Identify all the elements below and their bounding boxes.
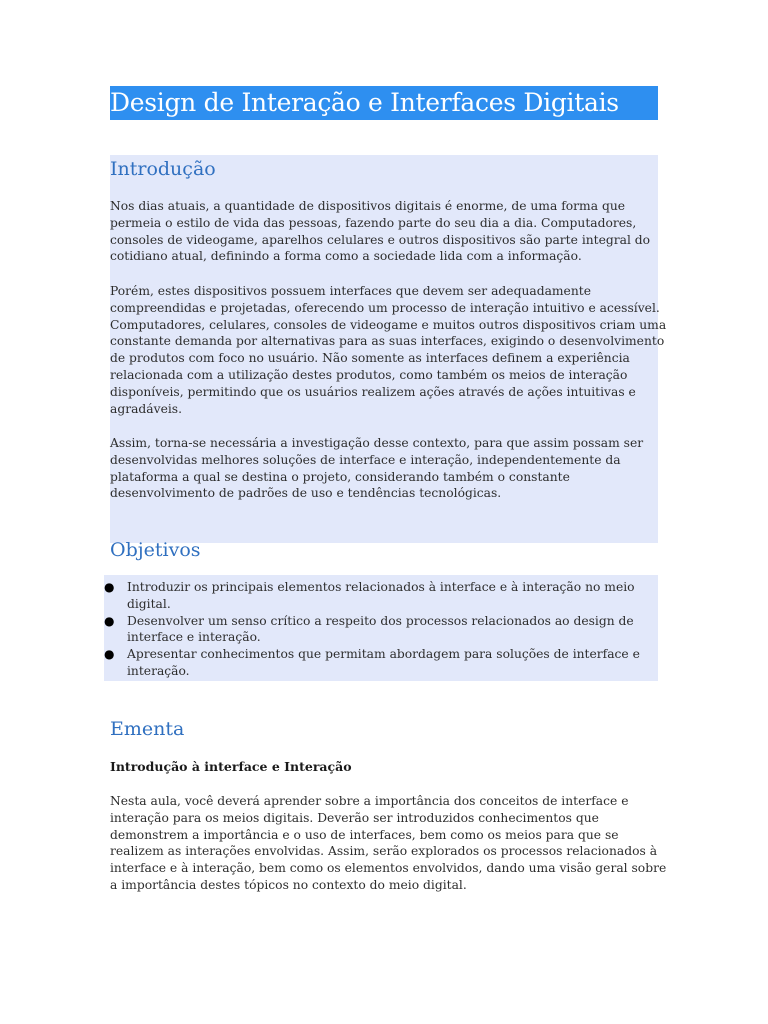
intro-paragraph-1-text: Nos dias atuais, a quantidade de dispositivos digitais é enorme, de uma forma que permeia o estilo de vida das pessoas, fazendo parte do seu dia a dia. Computadores, consoles de videogame, aparelhos celulares e outros dispositivos são parte integral do cotidiano atual, definindo a forma como a sociedade lida com a informação. xyxy=(110,199,651,264)
intro-paragraph-3-text: Assim, torna-se necessária a investigação desse contexto, para que assim possam ser desenvolvidas melhores soluções de interface e interação, independentemente da plataforma a qual se destina o projeto, considerando também o constante desenvolvimento de padrões de uso e tendências tecnológicas. xyxy=(110,436,644,501)
objective-text: Introduzir os principais elementos relacionados à interface e à interação no meio digital. xyxy=(127,580,635,611)
intro-paragraph-1 xyxy=(110,198,670,265)
ementa-paragraph xyxy=(110,793,670,894)
list-item xyxy=(104,613,658,647)
ementa-paragraph-text: Nesta aula, você deverá aprender sobre a importância dos conceitos de interface e interação para os meios digitais. Deverão ser introduzidos conhecimentos que demonstrem a importância e o uso de interfaces, bem como os meios para que se realizem as interações envolvidas. Assim, serão explorados os processos relacionados à interface e à interação, bem como os elementos envolvidos, dando uma visão geral sobre a importância destes tópicos no contexto do meio digital. xyxy=(110,794,667,892)
bullet-icon: ● xyxy=(104,580,115,594)
document-title: Design de Interação e Interfaces Digitais xyxy=(110,88,619,117)
intro-heading: Introdução xyxy=(110,158,216,180)
ementa-heading: Ementa xyxy=(110,718,185,740)
list-item xyxy=(104,646,658,680)
intro-paragraph-2 xyxy=(110,283,670,417)
bullet-icon: ● xyxy=(104,647,115,662)
bullet-icon: ● xyxy=(104,613,115,628)
objectives-list xyxy=(104,579,658,680)
list-item xyxy=(104,579,658,613)
intro-paragraph-3 xyxy=(110,435,670,502)
objective-text: Apresentar conhecimentos que permitam abordagem para soluções de interface e interação. xyxy=(127,647,640,678)
objectives-heading: Objetivos xyxy=(110,539,201,561)
intro-paragraph-2-text: Porém, estes dispositivos possuem interfaces que devem ser adequadamente compreendidas e projetadas, oferecendo um processo de interação intuitivo e acessível. Computadores, celulares, consoles de videogame e muitos outros dispositivos criam uma constante demanda por alternativas para as suas interfaces, exigindo o desenvolvimento de produtos com foco no usuário. Não somente as interfaces definem a experiência relacionada com a utilização destes produtos, como também os meios de interação disponíveis, permitindo que os usuários realizem ações através de ações intuitivas e agradáveis. xyxy=(110,284,667,416)
ementa-subheading: Introdução à interface e Interação xyxy=(110,759,352,774)
objective-text: Desenvolver um senso crítico a respeito dos processos relacionados ao design de interface e interação. xyxy=(127,613,634,645)
